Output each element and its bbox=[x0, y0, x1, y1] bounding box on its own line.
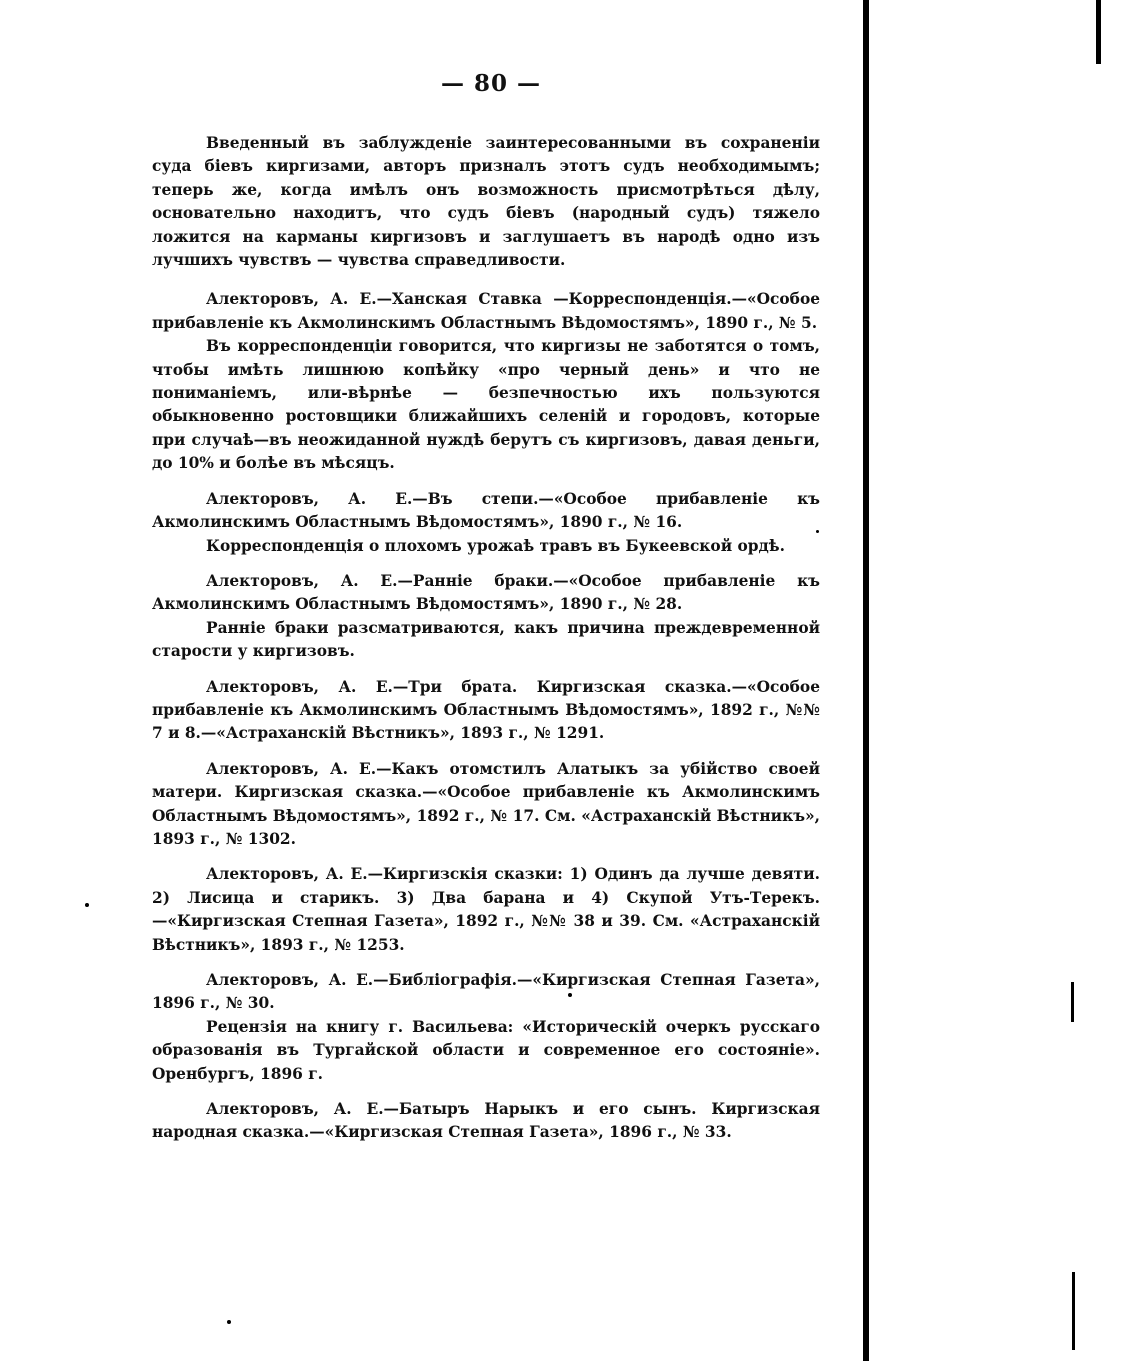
entry-citation: Алекторовъ, А. Е.—Три брата. Киргизская сказка.—«Особое прибавленіе къ Акмолинскимъ Областнымъ Вѣдомостямъ», 1892 г., №№ 7 и 8.—«Астраханскій Вѣстникъ», 1893 г., № 1291. bbox=[152, 677, 820, 743]
entry-citation: Алекторовъ, А. Е.—Въ степи.—«Особое прибавленіе къ Акмолинскимъ Областнымъ Вѣдомостямъ», 1890 г., № 16. bbox=[152, 489, 820, 532]
entry-citation: Алекторовъ, А. Е.—Ханская Ставка —Корреспонденція.—«Особое прибавленіе къ Акмолинскимъ Областнымъ Вѣдомостямъ», 1890 г., № 5. bbox=[152, 290, 820, 332]
binding-shadow-line bbox=[863, 0, 869, 1361]
bibliography-entry bbox=[152, 488, 820, 558]
scan-speck bbox=[816, 530, 819, 533]
bibliography-entry bbox=[152, 758, 820, 852]
scan-speck bbox=[227, 1320, 231, 1324]
entry-annotation: Рецензія на книгу г. Васильева: «Историческій очеркъ русскаго образованія въ Тургайской области и современное его состояніе». Оренбургъ, 1896 г. bbox=[152, 1017, 820, 1083]
entry-annotation: Корреспонденція о плохомъ урожаѣ травъ въ Букеевской ордѣ. bbox=[206, 536, 785, 555]
entry-citation: Алекторовъ, А. Е.—Раннie браки.—«Особое прибавленіе къ Акмолинскимъ Областнымъ Вѣдомостямъ», 1890 г., № 28. bbox=[152, 571, 820, 614]
entry-citation: Алекторовъ, А. Е.—Киргизскія сказки: 1) Одинъ да лучше девяти. 2) Лисица и старикъ. 3) Два барана и 4) Скупой Утъ-Терекъ.—«Киргизская Степная Газета», 1892 г., №№ 38 и 39. См. «Астраханскій Вѣстникъ», 1893 г., № 1253. bbox=[152, 865, 820, 954]
intro-paragraph: Введенный въ заблужденіе заинтересованными въ сохраненіи суда біевъ киргизами, авторъ призналъ этотъ судъ необходимымъ; теперь же, когда имѣлъ онъ возможность присмотрѣться дѣлу, основательно находитъ, что судъ біевъ (народный судъ) тяжело ложится на карманы киргизовъ и заглушаетъ въ народѣ одно изъ лучшихъ чувствъ — чувства справедливости. bbox=[152, 134, 820, 270]
bibliography-entry bbox=[152, 676, 820, 746]
bibliography-entry bbox=[152, 1098, 820, 1145]
scan-speck bbox=[85, 903, 89, 907]
entry-annotation: Въ корреспонденціи говорится, что киргизы не заботятся о томъ, чтобы имѣть лишнюю копѣйку «про черный день» и что не пониманіемъ, или-вѣрнѣе — безпечностью ихъ пользуются обыкновенно ростовщики ближайшихъ селеній и городовъ, которые при случаѣ—въ неожиданной нуждѣ берутъ съ киргизовъ, давая деньги, до 10% и болѣе въ мѣсяцъ. bbox=[152, 337, 820, 473]
bibliography-entry bbox=[152, 863, 820, 957]
bibliography-text bbox=[152, 132, 820, 1157]
edge-mark bbox=[1096, 0, 1101, 64]
scan-speck bbox=[568, 993, 572, 997]
edge-mark bbox=[1072, 1272, 1075, 1350]
page-number: — 80 — bbox=[440, 70, 542, 97]
bibliography-entry bbox=[152, 288, 820, 475]
entry-citation: Алекторовъ, А. Е.—Какъ отомстилъ Алатыкъ за убійство своей матери. Киргизская сказка.—«Особое прибавленіе къ Акмолинскимъ Областнымъ Вѣдомостямъ», 1892 г., № 17. См. «Астраханскій Вѣстникъ», 1893 г., № 1302. bbox=[152, 759, 820, 848]
entry-citation: Алекторовъ, А. Е.—Батыръ Нарыкъ и его сынъ. Киргизская народная сказка.—«Киргизская Степная Газета», 1896 г., № 33. bbox=[152, 1100, 820, 1142]
edge-mark bbox=[1071, 982, 1074, 1022]
bibliography-entry bbox=[152, 570, 820, 664]
entry-annotation: Ранніе браки разсматриваются, какъ причина преждевременной старости у киргизовъ. bbox=[152, 618, 820, 661]
bibliography-entry bbox=[152, 969, 820, 1086]
entry-citation: Алекторовъ, А. Е.—Библіографія.—«Киргизская Степная Газета», 1896 г., № 30. bbox=[152, 971, 820, 1013]
